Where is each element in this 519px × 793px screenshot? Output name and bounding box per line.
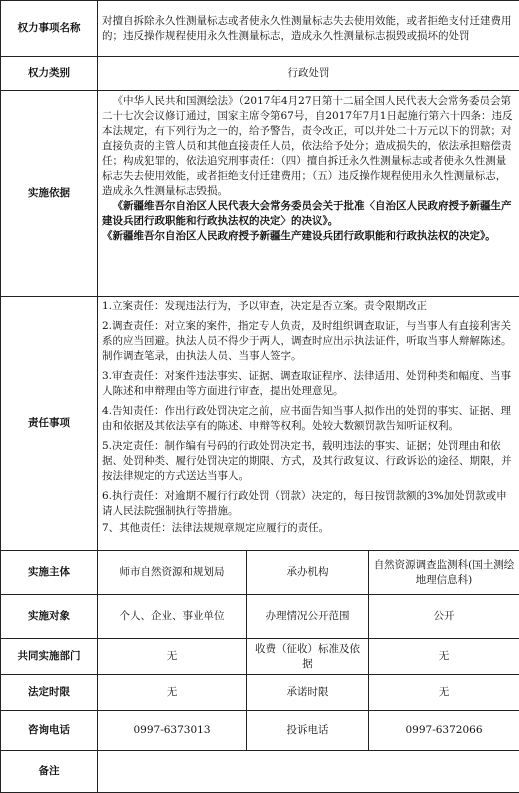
fee-label: 收费（征收）标准及依据 — [247, 639, 369, 675]
disclosure-value: 公开 — [369, 595, 519, 639]
responsibility-item: 6.执行责任：对逾期不履行行政处罚（罚款）决定的，每日按罚款额的3%加处罚款或申请人民法院强制执行等措施。 — [102, 489, 515, 519]
deadline-value: 无 — [98, 675, 247, 711]
power-type-label: 权力类别 — [1, 57, 98, 91]
basis-content — [98, 91, 519, 297]
basis-paragraph-law: 《中华人民共和国测绘法》（2017年4月27日第十二届全国人民代表大会常务委员会第二十七次会议修订通过，国家主席令第67号，自2017年7月1日起施行第六十四条：违反本法规定，有下列行为之一的，给予警告，责令改正，可以并处二十万元以下的罚款；对直接负责的主管人员和其他直接责任人员，依法给予处分；造成损失的，依法承担赔偿责任；构成犯罪的，依法追究刑事责任：（四）擅自拆迁永久性测量标志或者使永久性测量标志失去使用效能，或者拒绝支付迁建费用；（五）违反操作规程使用永久性测量标志，造成永久性测量标志毁损。 — [102, 94, 515, 199]
disclosure-label: 办理情况公开范围 — [247, 595, 369, 639]
promise-value: 无 — [369, 675, 519, 711]
row-responsibility — [1, 297, 519, 551]
joint-value: 无 — [98, 639, 247, 675]
fee-value: 无 — [369, 639, 519, 675]
complaint-phone-value: 0997-6372066 — [369, 711, 519, 751]
row-deadline — [1, 675, 519, 711]
remark-value — [98, 751, 519, 793]
row-power-name — [1, 1, 519, 57]
consult-phone-value: 0997-6373013 — [98, 711, 247, 751]
complaint-phone-label: 投诉电话 — [247, 711, 369, 751]
row-power-type — [1, 57, 519, 91]
row-joint — [1, 639, 519, 675]
power-name-label: 权力事项名称 — [1, 1, 98, 57]
subject-value: 师市自然资源和规划局 — [98, 551, 247, 595]
org-label: 承办机构 — [247, 551, 369, 595]
deadline-label: 法定时限 — [1, 675, 98, 711]
row-remark — [1, 751, 519, 793]
basis-paragraph-decision: 《新疆维吾尔自治区人民政府授予新疆生产建设兵团行政职能和行政执法权的决定》。 — [102, 229, 515, 244]
row-phone — [1, 711, 519, 751]
power-name-value: 对擅自拆除永久性测量标志或者使永久性测量标志失去使用效能，或者拒绝支付迁建费用的；违反操作规程使用永久性测量标志，造成永久性测量标志损毁或损坏的处罚 — [98, 1, 519, 57]
power-type-value: 行政处罚 — [98, 57, 519, 91]
row-subject — [1, 551, 519, 595]
remark-label: 备注 — [1, 751, 98, 793]
consult-phone-label: 咨询电话 — [1, 711, 98, 751]
row-basis — [1, 91, 519, 297]
target-value: 个人、企业、事业单位 — [98, 595, 247, 639]
promise-label: 承诺时限 — [247, 675, 369, 711]
responsibility-item: 3.审查责任：对案件违法事实、证据、调查取证程序、法律适用、处罚种类和幅度、当事人陈述和申辩理由等方面进行审查，提出处理意见。 — [102, 369, 515, 399]
responsibility-content — [98, 297, 519, 551]
responsibility-item: 2.调查责任：对立案的案件，指定专人负责，及时组织调查取证，与当事人有直接利害关系的应当回避。执法人员不得少于两人，调查时应出示执法证件，听取当事人辩解陈述。制作调查笔录，由执法人员、当事人签字。 — [102, 319, 515, 364]
basis-label: 实施依据 — [1, 91, 98, 297]
org-value: 自然资源调查监测科(国土测绘地理信息科) — [369, 551, 519, 595]
subject-label: 实施主体 — [1, 551, 98, 595]
row-target — [1, 595, 519, 639]
responsibility-item: 4.告知责任：作出行政处罚决定之前，应书面告知当事人拟作出的处罚的事实、证据、理由和依据及其依法享有的陈述、申辩等权利。处较大数额罚款告知听证权利。 — [102, 404, 515, 434]
responsibility-item: 5.决定责任：制作编有号码的行政处罚决定书，载明违法的事实、证据；处罚理由和依据、处罚种类、履行处罚决定的期限、方式，及其行政复议、行政诉讼的途径、期限，并按法律规定的方式送达当事人。 — [102, 439, 515, 484]
joint-label: 共同实施部门 — [1, 639, 98, 675]
responsibility-item: 7、其他责任：法律法规规章规定应履行的责任。 — [102, 521, 515, 536]
basis-paragraph-resolution: 《新疆维吾尔自治区人民代表大会常务委员会关于批准〈自治区人民政府授予新疆生产建设兵团行政职能和行政执法权的决定〉的决议》。 — [102, 199, 515, 229]
responsibility-item: 1.立案责任：发现违法行为，予以审查，决定是否立案。责令限期改正 — [102, 299, 515, 314]
target-label: 实施对象 — [1, 595, 98, 639]
responsibility-label: 责任事项 — [1, 297, 98, 551]
